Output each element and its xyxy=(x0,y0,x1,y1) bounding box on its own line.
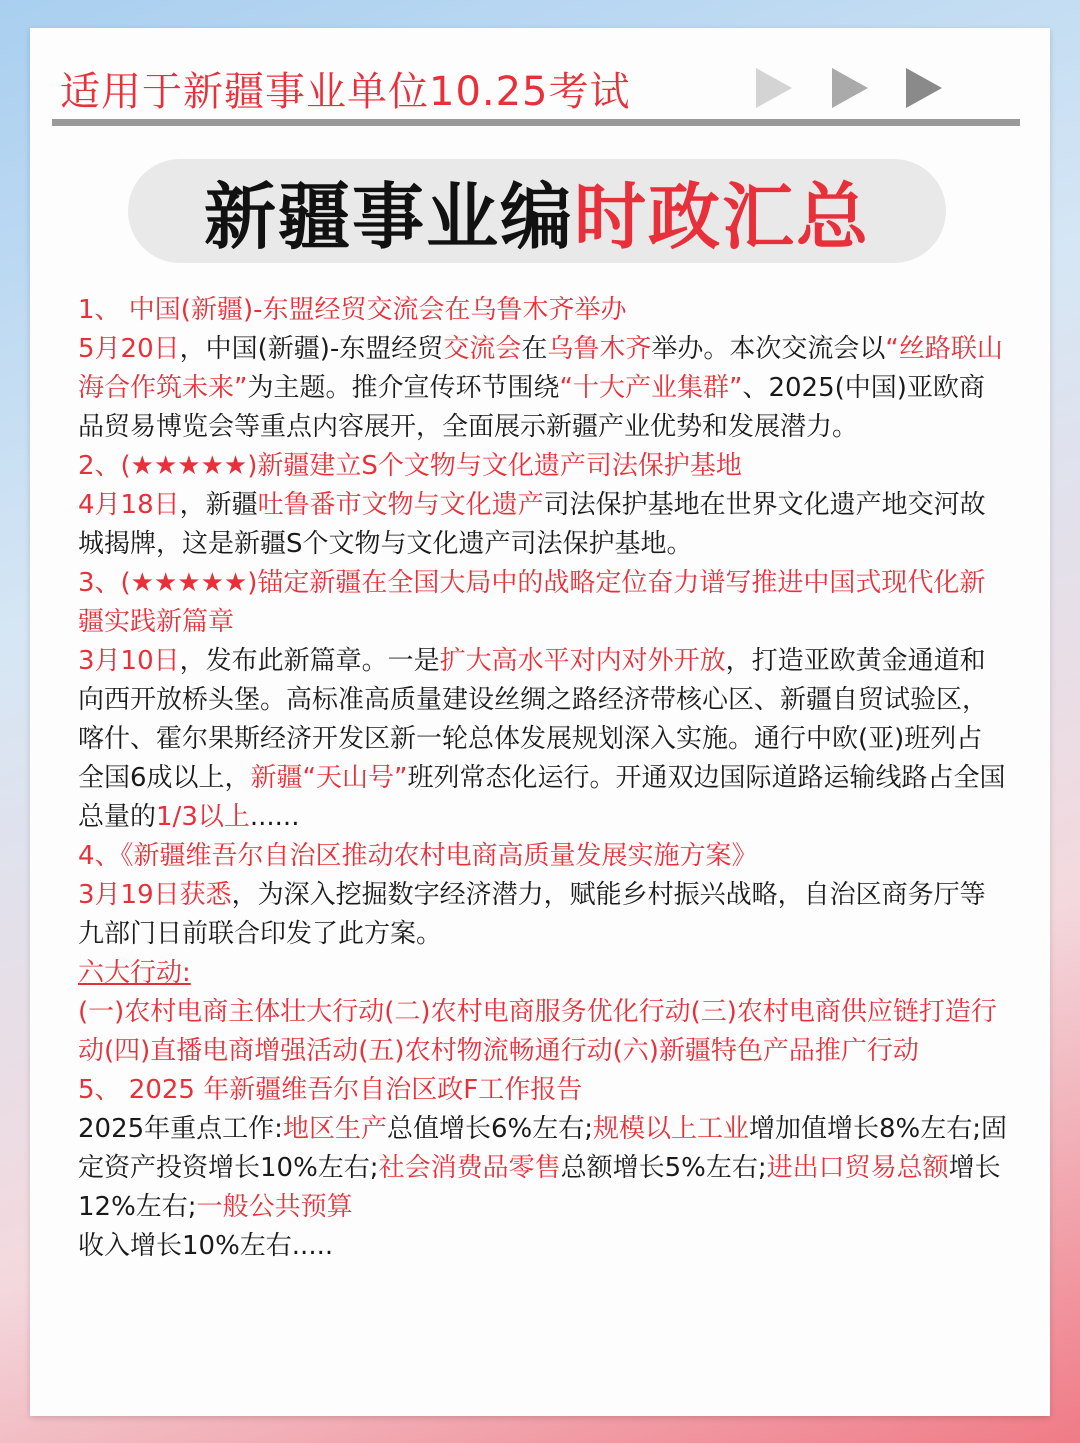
text-run: 司法保护基地在世界文化遗产地交河故城揭牌，这是新疆S个文物与文化遗产司法保护基地。 xyxy=(78,490,986,559)
news-list xyxy=(78,291,1008,1266)
text-run: 一般公共预算 xyxy=(196,1192,353,1222)
title-red-part: 时政汇总 xyxy=(574,175,871,259)
item-heading: 1、 中国(新疆)-东盟经贸交流会在乌鲁木齐举办 xyxy=(78,295,627,325)
item-body xyxy=(78,876,1008,954)
text-run: 进出口贸易总额 xyxy=(766,1153,949,1183)
text-run: 新疆“天山号” xyxy=(250,763,408,793)
text-run: 举办。本次交流会以 xyxy=(651,334,886,364)
play-arrow-icon xyxy=(906,68,942,108)
text-run: 4月18日 xyxy=(78,490,180,520)
text-run: 乌鲁木齐 xyxy=(547,334,652,364)
text-run: ，打造亚欧黄金通道和向西开放桥头堡。高标准高质量建设丝绸之路经济带核心区、新疆自贸试验区，喀什、霍尔果斯经济开发区新一轮总体发展规划深入实施。通行中欧(亚)班列占全国6成以上， xyxy=(78,646,989,793)
text-run: 在 xyxy=(521,334,548,364)
item-heading: 4、《新疆维吾尔自治区推动农村电商高质量发展实施方案》 xyxy=(78,841,758,871)
text-run: 3月10日 xyxy=(78,646,180,676)
text-run: 增加值增长8%左右;固定资产投资增长10%左右; xyxy=(78,1114,1007,1183)
text-run: 扩大高水平对内对外开放 xyxy=(439,646,726,676)
item-heading: 3、(★★★★★)锚定新疆在全国大局中的战略定位奋力谱写推进中国式现代化新疆实践新篇章 xyxy=(78,568,986,637)
text-run: ...... xyxy=(249,802,300,832)
text-run: 总额增长5%左右; xyxy=(560,1153,767,1183)
text-run: “十大产业集群” xyxy=(559,373,743,403)
sub-heading: 六大行动: xyxy=(78,958,191,988)
item-body xyxy=(78,486,1008,564)
text-run: 社会消费品零售 xyxy=(378,1153,561,1183)
text-run: 5月20日 xyxy=(78,334,180,364)
text-run: 、2025(中国)亚欧商品贸易博览会等重点内容展开，全面展示新疆产业优势和发展潜力。 xyxy=(78,373,985,442)
title-banner xyxy=(128,159,946,263)
action-list: (一)农村电商主体壮大行动(二)农村电商服务优化行动(三)农村电商供应链打造行动(四)直播电商增强活动(五)农村物流畅通行动(六)新疆特色产品推广行动 xyxy=(78,997,997,1066)
text-run: 规模以上工业 xyxy=(592,1114,749,1144)
item-body xyxy=(78,330,1008,447)
text-run: 3月19日获悉 xyxy=(78,880,232,910)
text-run: 为主题。推介宣传环节围绕 xyxy=(247,373,560,403)
play-arrow-icon xyxy=(756,68,792,108)
title-black-part: 新疆事业编 xyxy=(203,175,574,259)
play-arrow-icon xyxy=(832,68,868,108)
item-body xyxy=(78,642,1008,837)
text-run: 吐鲁番市文物与文化遗产 xyxy=(257,490,544,520)
item-heading: 5、 2025 年新疆维吾尔自治区政F工作报告 xyxy=(78,1075,583,1105)
text-run: ，为深入挖掘数字经济潜力，赋能乡村振兴战略，自治区商务厅等九部门日前联合印发了此方案。 xyxy=(78,880,986,949)
header-title: 适用于新疆事业单位10.25考试 xyxy=(60,69,631,115)
text-run: 班列常态化运行。开通双边国际道路运输线路占全国总量的 xyxy=(78,763,1006,832)
page-title xyxy=(204,159,870,263)
text-run: ，发布此新篇章。一是 xyxy=(179,646,440,676)
text-run: “丝路联山海合作筑未来” xyxy=(78,334,1003,403)
text-run: 1/3以上 xyxy=(156,802,250,832)
text-run: 地区生产 xyxy=(282,1114,387,1144)
text-run: 交流会 xyxy=(443,334,522,364)
text-run: ，新疆 xyxy=(179,490,258,520)
text-run: ，中国(新疆)-东盟经贸 xyxy=(179,334,444,364)
content-card xyxy=(30,28,1050,1416)
item-tail: 收入增长10%左右..... xyxy=(78,1231,334,1261)
text-run: 增长12%左右; xyxy=(78,1153,1001,1222)
header-divider xyxy=(52,119,1020,126)
text-run: 总值增长6%左右; xyxy=(386,1114,593,1144)
item-heading: 2、(★★★★★)新疆建立S个文物与文化遗产司法保护基地 xyxy=(78,451,742,481)
text-run: 2025年重点工作: xyxy=(78,1114,283,1144)
item-body xyxy=(78,1110,1008,1227)
